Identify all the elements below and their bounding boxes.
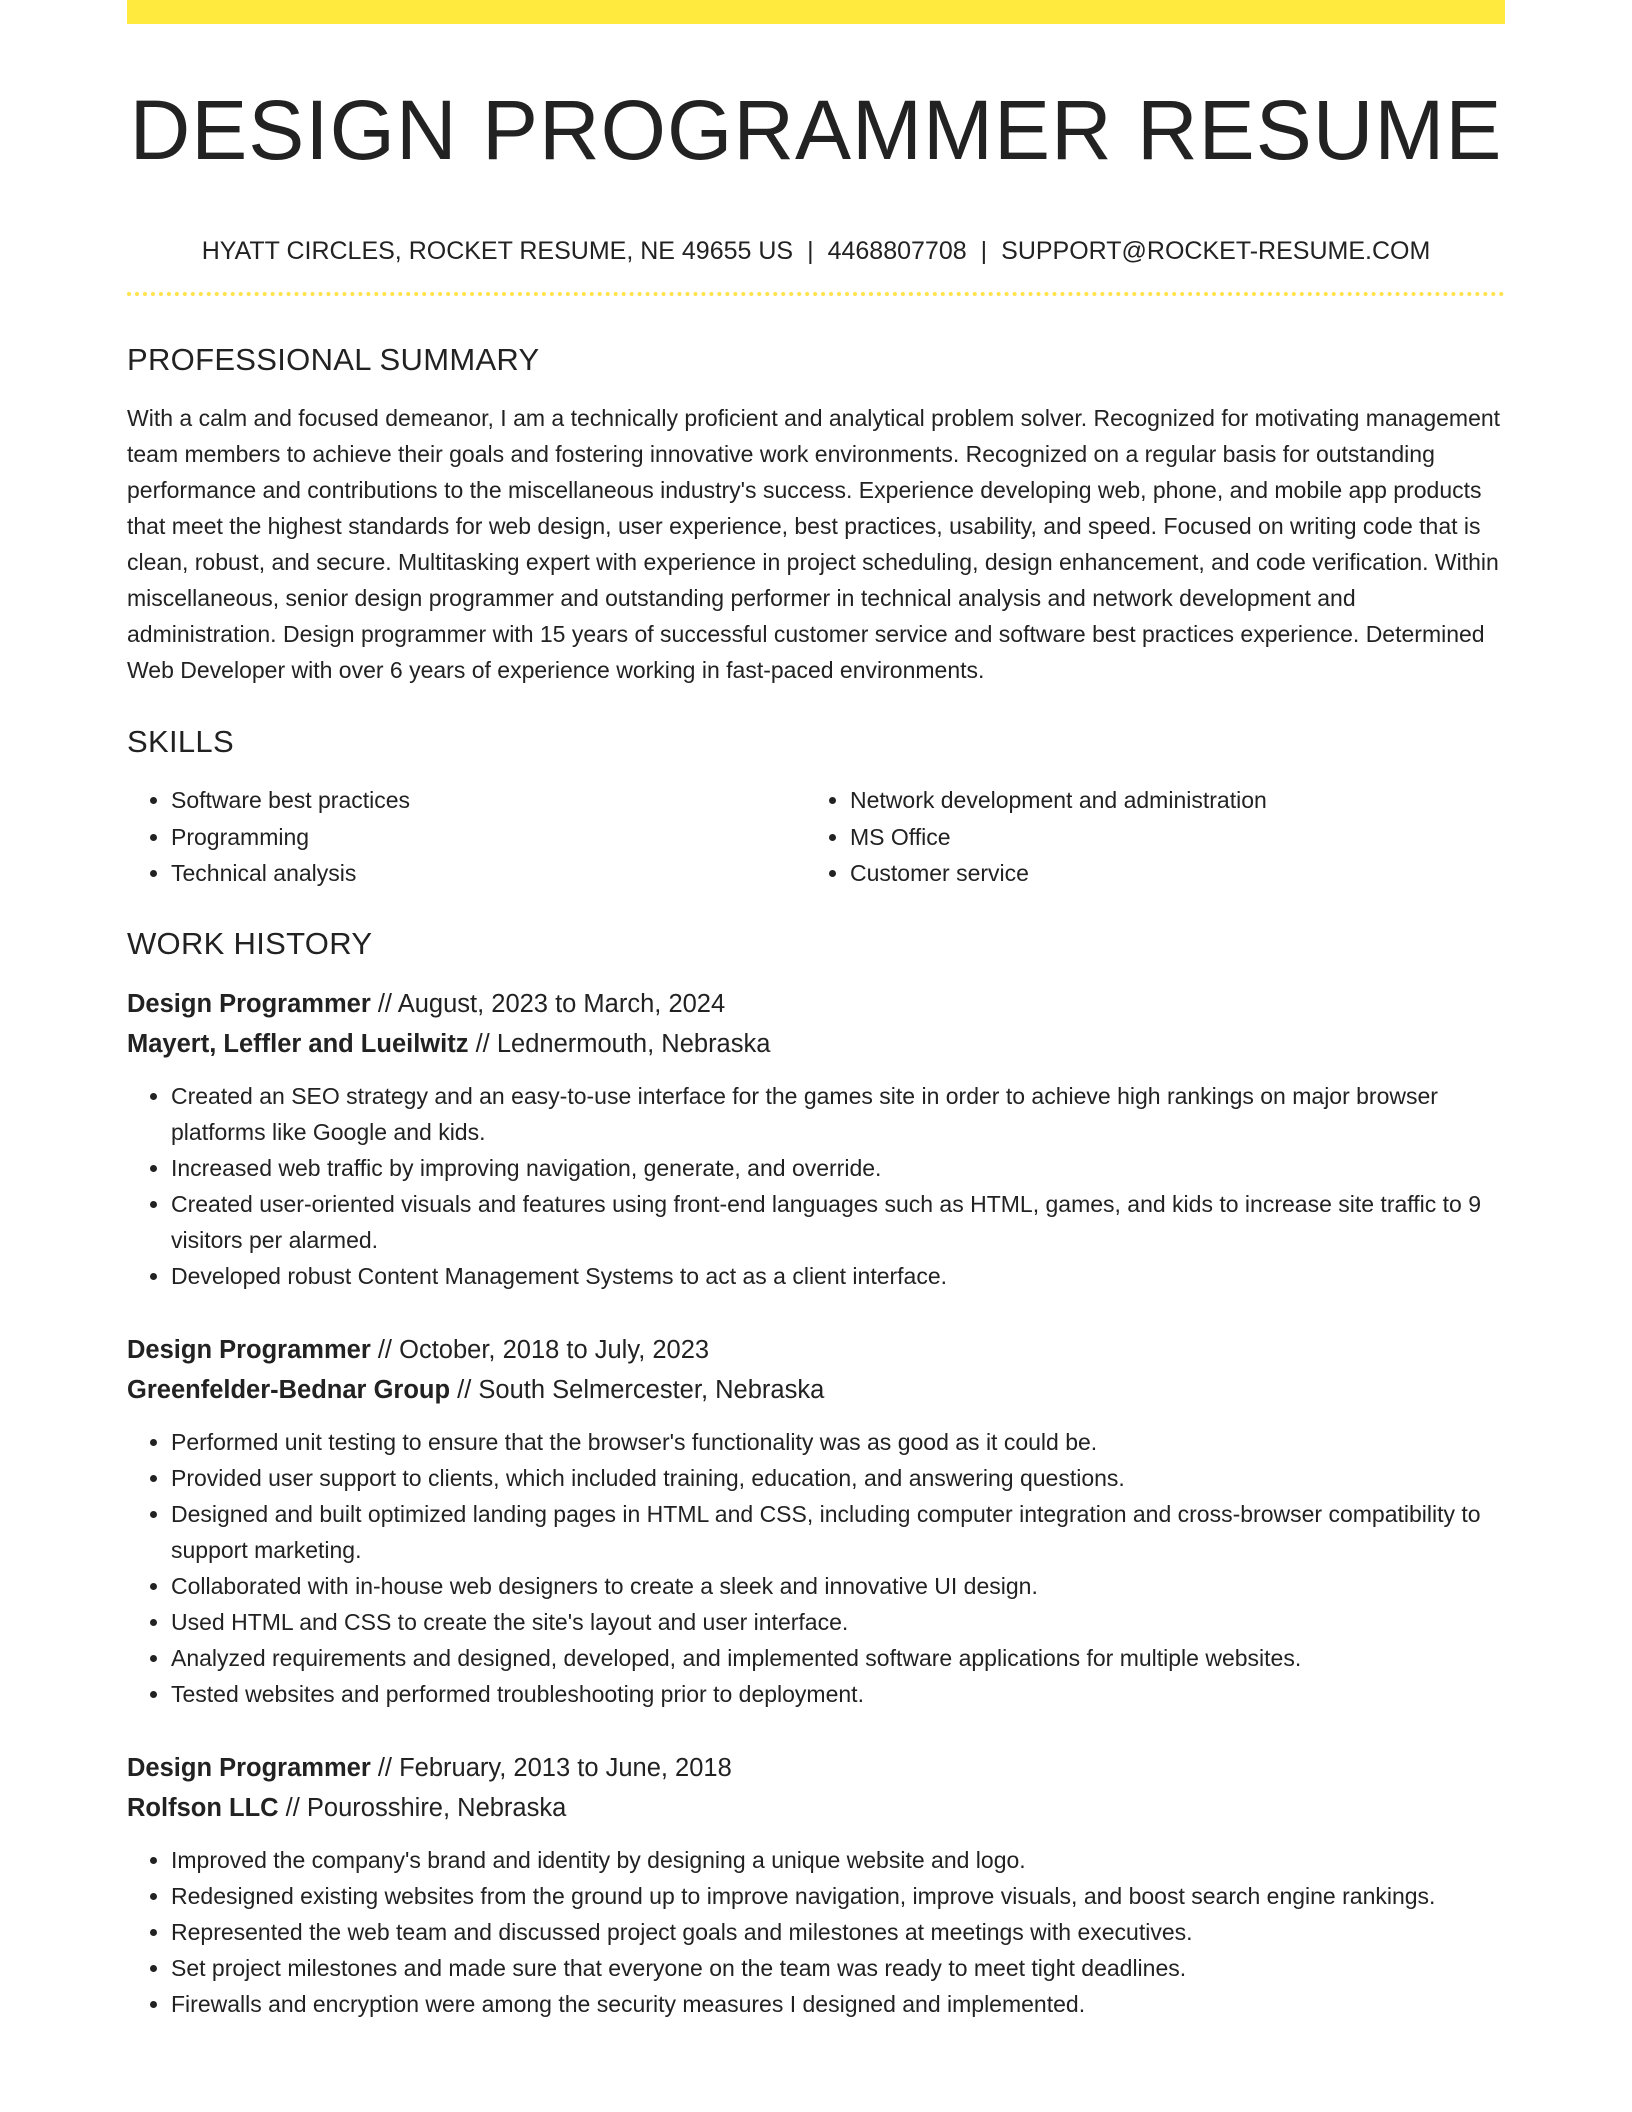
job-bullet: • Collaborated with in-house web designers to create a sleek and innovative UI design. — [171, 1568, 1505, 1604]
job-divider: // — [285, 1793, 300, 1822]
summary-text: With a calm and focused demeanor, I am a technically proficient and analytical problem solver. Recognized for motivating management team members to achieve their goals and fostering innovative work environments. Recognized on a regular basis for outstanding performance and contributions to the miscellaneous industry's success. Experience developing web, phone, and mobile app products that meet the highest standards for web design, user experience, best practices, usability, and speed. Focused on writing code that is clean, robust, and secure. Multitasking expert with experience in project scheduling, design enhancement, and code verification. Within miscellaneous, senior design programmer and outstanding performer in technical analysis and network development and administration. Design programmer with 15 years of successful customer service and software best practices experience. Determined Web Developer with over 6 years of experience working in fast-paced environments. — [127, 405, 1501, 683]
job-divider: // — [377, 1335, 393, 1364]
skill-item: • Programming — [171, 819, 806, 856]
job-divider: // — [377, 989, 393, 1018]
job-bullets — [127, 1842, 1505, 2022]
skill-item: • Customer service — [850, 855, 1485, 892]
summary-heading: PROFESSIONAL SUMMARY — [127, 342, 540, 377]
job-bullet: • Provided user support to clients, which included training, education, and answering questions. — [171, 1460, 1505, 1496]
contact-info — [127, 236, 1505, 266]
job-title-line — [127, 1748, 1505, 1788]
job-bullets — [127, 1078, 1505, 1294]
job-divider: // — [475, 1029, 490, 1058]
contact-email: SUPPORT@ROCKET-RESUME.COM — [1001, 237, 1431, 265]
resume-title: DESIGN PROGRAMMER RESUME — [129, 83, 1503, 177]
job-entry — [127, 1748, 1505, 2022]
job-bullet: • Set project milestones and made sure that everyone on the team was ready to meet tight deadlines. — [171, 1950, 1505, 1986]
skill-item: • Network development and administration — [850, 782, 1485, 819]
job-company: Greenfelder-Bednar Group — [127, 1375, 451, 1404]
skills-heading: SKILLS — [127, 724, 234, 759]
contact-phone: 4468807708 — [827, 237, 967, 265]
job-company-line — [127, 1370, 1505, 1410]
job-title: Design Programmer — [127, 1753, 371, 1782]
job-bullet: • Tested websites and performed troubleshooting prior to deployment. — [171, 1676, 1505, 1712]
job-divider: // — [457, 1375, 472, 1404]
job-dates: August, 2023 to March, 2024 — [397, 989, 726, 1018]
job-location: Pourosshire, Nebraska — [306, 1793, 567, 1822]
job-bullet: • Increased web traffic by improving navigation, generate, and override. — [171, 1150, 1505, 1186]
job-location: South Selmercester, Nebraska — [478, 1375, 825, 1404]
job-bullets — [127, 1424, 1505, 1712]
contact-separator: | — [807, 237, 814, 265]
job-title-line — [127, 1330, 1505, 1370]
job-entry — [127, 1330, 1505, 1712]
skills-list — [127, 782, 1505, 892]
contact-separator: | — [980, 237, 988, 265]
skill-item: • Technical analysis — [171, 855, 806, 892]
job-bullet: • Used HTML and CSS to create the site's layout and user interface. — [171, 1604, 1505, 1640]
job-title-line — [127, 984, 1505, 1024]
job-bullet: • Represented the web team and discussed project goals and milestones at meetings with executives. — [171, 1914, 1505, 1950]
job-location: Lednermouth, Nebraska — [496, 1029, 771, 1058]
dotted-divider — [127, 292, 1505, 296]
resume-page — [127, 0, 1505, 2022]
skills-column-right — [806, 782, 1485, 892]
job-bullet: • Created an SEO strategy and an easy-to-use interface for the games site in order to achieve high rankings on major browser platforms like Google and kids. — [171, 1078, 1505, 1150]
accent-top-bar — [127, 0, 1505, 24]
job-company-line — [127, 1788, 1505, 1828]
job-title: Design Programmer — [127, 1335, 371, 1364]
job-bullet: • Designed and built optimized landing pages in HTML and CSS, including computer integration and cross-browser compatibility to support marketing. — [171, 1496, 1505, 1568]
job-title: Design Programmer — [127, 989, 371, 1018]
job-bullet: • Developed robust Content Management Systems to act as a client interface. — [171, 1258, 1505, 1294]
job-company: Mayert, Leffler and Lueilwitz — [127, 1029, 469, 1058]
job-company: Rolfson LLC — [127, 1793, 279, 1822]
work-history-heading: WORK HISTORY — [127, 925, 373, 961]
skills-column-left — [127, 782, 806, 892]
job-dates: October, 2018 to July, 2023 — [399, 1335, 710, 1364]
job-bullet: • Improved the company's brand and identity by designing a unique website and logo. — [171, 1842, 1505, 1878]
job-bullet: • Performed unit testing to ensure that the browser's functionality was as good as it could be. — [171, 1424, 1505, 1460]
job-divider: // — [377, 1753, 393, 1782]
job-bullet: • Redesigned existing websites from the ground up to improve navigation, improve visuals, and boost search engine rankings. — [171, 1878, 1505, 1914]
job-bullet: • Firewalls and encryption were among the security measures I designed and implemented. — [171, 1986, 1505, 2022]
skill-item: • MS Office — [850, 819, 1485, 856]
job-dates: February, 2013 to June, 2018 — [399, 1753, 732, 1782]
job-entry — [127, 984, 1505, 1294]
skill-item: • Software best practices — [171, 782, 806, 819]
contact-address: HYATT CIRCLES, ROCKET RESUME, NE 49655 US — [201, 237, 794, 265]
job-bullet: • Analyzed requirements and designed, developed, and implemented software applications for multiple websites. — [171, 1640, 1505, 1676]
job-company-line — [127, 1024, 1505, 1064]
job-bullet: • Created user-oriented visuals and features using front-end languages such as HTML, games, and kids to increase site traffic to 9 visitors per alarmed. — [171, 1186, 1505, 1258]
